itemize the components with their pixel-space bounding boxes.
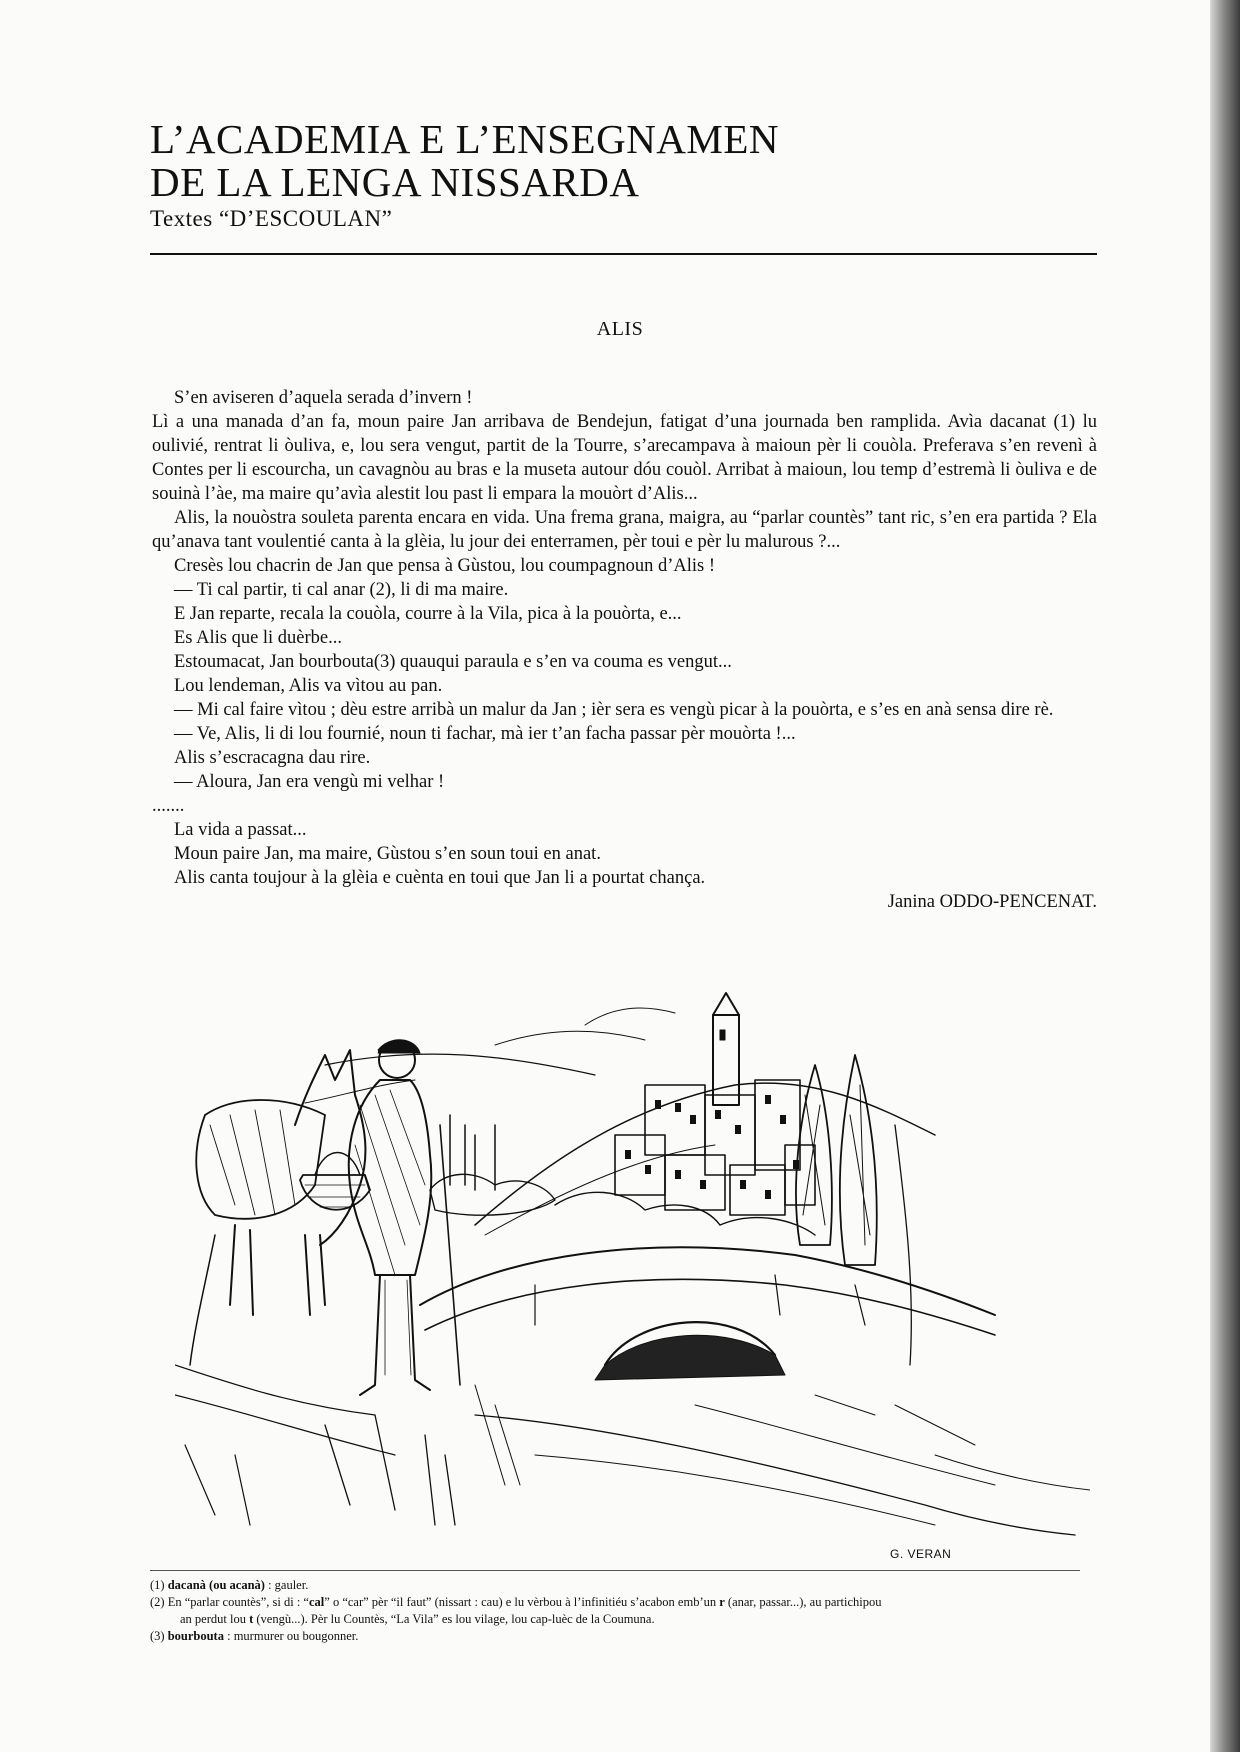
footnote-1: (1) dacanà (ou acanà) : gauler. — [150, 1578, 309, 1592]
separator: ....... — [152, 796, 185, 816]
page-edge-shadow — [1210, 0, 1240, 1752]
paragraph: Lou lendeman, Alis va vìtou au pan. — [174, 676, 443, 696]
story-text — [152, 386, 1097, 914]
footnote-rule — [150, 1570, 1080, 1571]
article-header — [150, 118, 1100, 232]
paragraph: Alis s’escracagna dau rire. — [174, 748, 371, 768]
paragraph: Es Alis que li duèrbe... — [174, 628, 343, 648]
paragraph: Moun paire Jan, ma maire, Gùstou s’en soun toui en anat. — [174, 844, 601, 864]
paragraph: — Ve, Alis, li di lou fournié, noun ti fachar, mà ier t’an facha passar pèr mouòrta !... — [174, 724, 796, 744]
village-illustration — [175, 985, 1090, 1550]
title-line-2: DE LA LENGA NISSARDA — [150, 159, 640, 205]
paragraph: Cresès lou chacrin de Jan que pensa à Gùstou, lou coumpagnoun d’Alis ! — [174, 556, 715, 576]
header-rule — [150, 253, 1097, 255]
title-line-1: L’ACADEMIA E L’ENSEGNAMEN — [150, 116, 780, 162]
story-title: ALIS — [596, 318, 644, 340]
paragraph: — Ti cal partir, ti cal anar (2), li di ma maire. — [174, 580, 509, 600]
footnotes — [150, 1577, 1095, 1645]
paragraph: Alis, la nouòstra souleta parenta encara en vida. Una frema grana, maigra, au “parlar countès” tant ric, s’en era partida ? Ela qu’anava tant voulentié canta à la glèia, lu jour dei enterramen, pèr toui e pèr lu malurous ?... — [152, 508, 1097, 552]
paragraph: La vida a passat... — [174, 820, 307, 840]
paragraph: Lì a una manada d’an fa, moun paire Jan arribava de Bendejun, fatigat d’una journada ben ramplida. Avìa dacanat (1) lu oulivié, rentrat li òuliva, e, lou sera vengut, partit de la Tourre, s’arecampava à maioun pèr li couòla. Preferava s’en revenì à Contes per li escourcha, un cavagnòu au bras e la museta autour dóu couòl. Arribat à maioun, lou temp d’estremà li òuliva e de souinà l’àe, ma maire qu’avìa alestit lou past li empara la mouòrt d’Alis... — [152, 412, 1097, 504]
artist-signature: G. VERAN — [890, 1547, 952, 1561]
paragraph: — Aloura, Jan era vengù mi velhar ! — [174, 772, 445, 792]
footnote-2: (2) En “parlar countès”, si di : “cal” o “car” pèr “il faut” (nissart : cau) e lu vèrbou à l’infinitiéu s’acabon emb’un r (anar, passar...), au partichipou — [150, 1595, 882, 1609]
paragraph: Alis canta toujour à la glèia e cuènta en toui que Jan li a pourtat chança. — [174, 868, 706, 888]
footnote-2-continuation: an perdut lou t (vengù...). Pèr lu Countès, “La Vila” es lou vilage, lou cap-luèc de la Coumuna. — [180, 1612, 655, 1626]
footnote-3: (3) bourbouta : murmurer ou bougonner. — [150, 1629, 359, 1643]
paragraph: S’en aviseren d’aquela serada d’invern ! — [174, 388, 473, 408]
paragraph: Estoumacat, Jan bourbouta(3) quauqui paraula e s’en va couma es vengut... — [174, 652, 732, 672]
author-signature: Janina ODDO-PENCENAT. — [887, 892, 1097, 912]
subtitle: Textes “D’ESCOULAN” — [150, 206, 393, 231]
paragraph: — Mi cal faire vìtou ; dèu estre arribà un malur da Jan ; ièr sera es vengù picar à la pouòrta, e s’es en anà sensa dire rè. — [174, 700, 1054, 720]
paragraph: E Jan reparte, recala la couòla, courre à la Vila, pica à la pouòrta, e... — [174, 604, 682, 624]
